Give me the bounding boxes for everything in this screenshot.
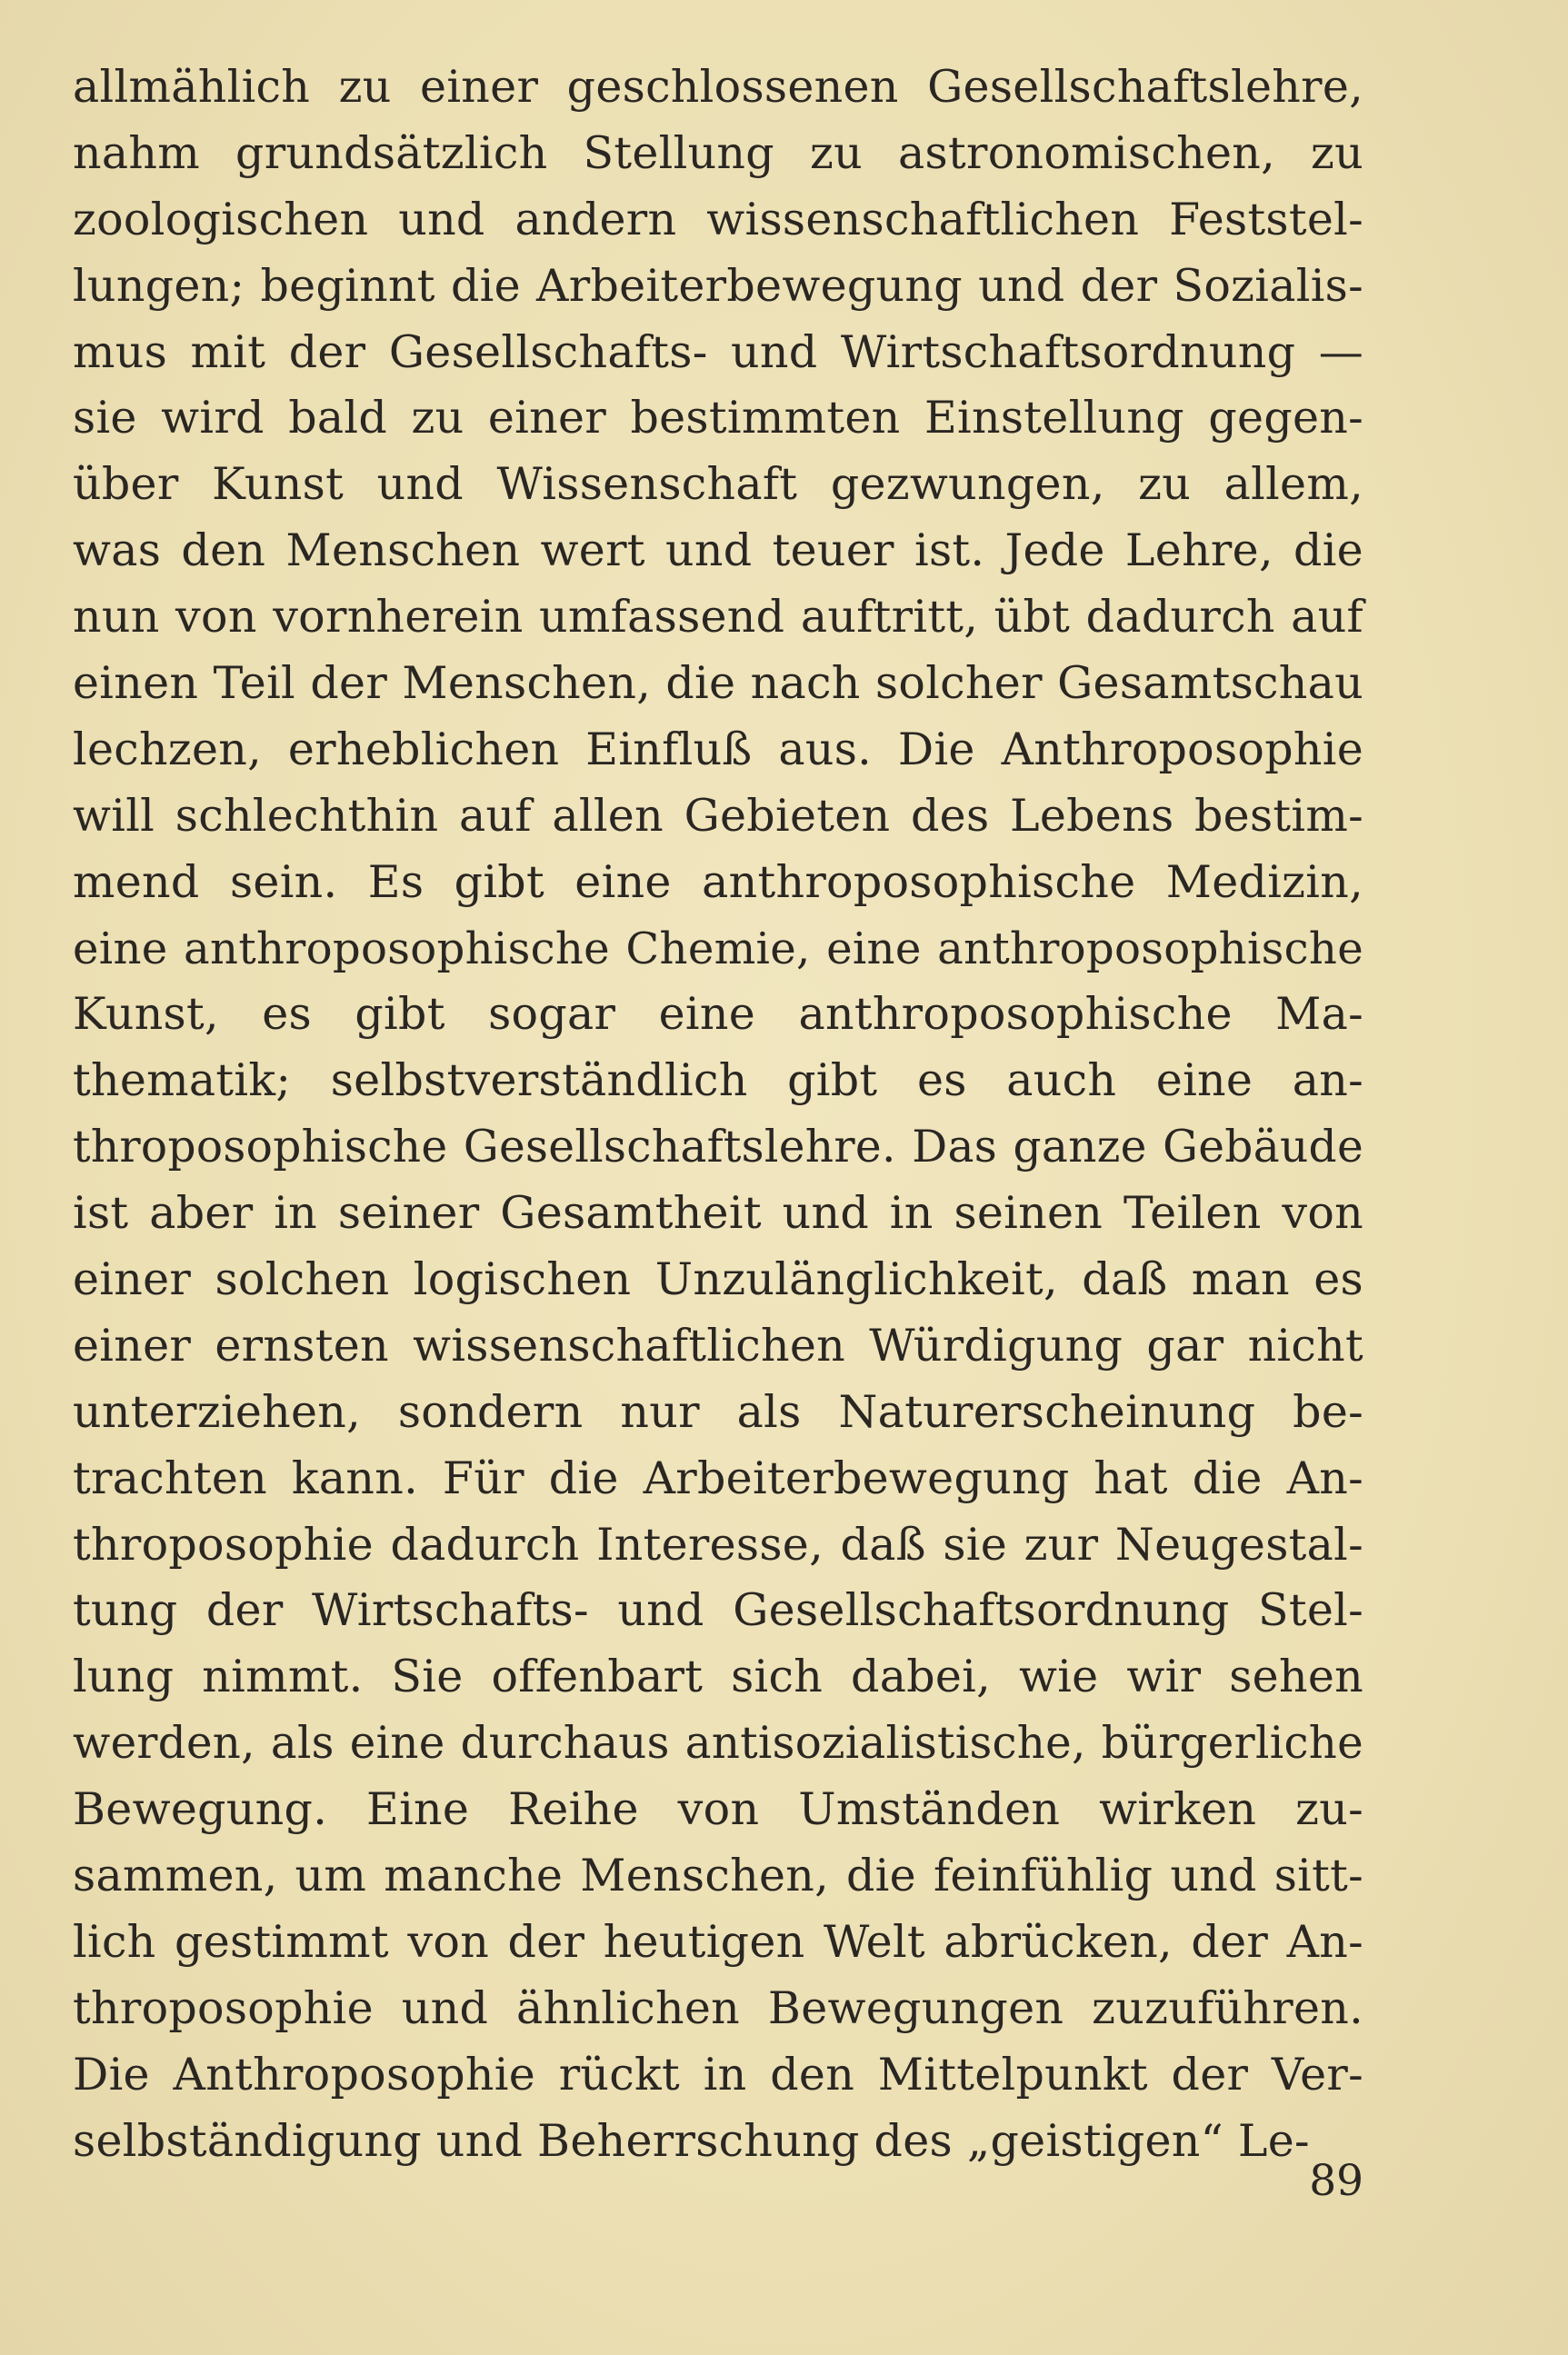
text-line: trachten kann. Für die Arbeiterbewegung hat die An- <box>73 1452 1363 1504</box>
text-line: Die Anthroposophie rückt in den Mittelpunkt der Ver- <box>73 2048 1363 2101</box>
page-number: 89 <box>1309 2156 1363 2206</box>
text-line: will schlechthin auf allen Gebieten des Lebens bestim- <box>73 789 1363 842</box>
text-line: einen Teil der Menschen, die nach solcher Gesamtschau <box>73 657 1363 710</box>
text-line: throposophische Gesellschaftslehre. Das ganze Gebäude <box>73 1122 1363 1173</box>
text-line: lich gestimmt von der heutigen Welt abrücken, der An- <box>73 1915 1363 1968</box>
text-line: unterziehen, sondern nur als Naturerscheinung be- <box>73 1385 1363 1438</box>
text-line: throposophie und ähnlichen Bewegungen zuzuführen. <box>73 1981 1363 2034</box>
text-line: was den Menschen wert und teuer ist. Jede Lehre, die <box>73 524 1363 577</box>
text-line: eine anthroposophische Chemie, eine anthroposophische <box>73 923 1363 974</box>
text-line: tung der Wirtschafts- und Gesellschaftsordnung Stel- <box>73 1584 1363 1637</box>
text-line: lung nimmt. Sie offenbart sich dabei, wie wir sehen <box>73 1651 1363 1703</box>
text-line: nahm grundsätzlich Stellung zu astronomischen, zu <box>73 126 1363 179</box>
text-line: lungen; beginnt die Arbeiterbewegung und der Sozialis- <box>73 259 1363 312</box>
text-line: nun von vornherein umfassend auftritt, übt dadurch auf <box>73 591 1363 644</box>
text-line: einer solchen logischen Unzulänglichkeit, daß man es <box>73 1253 1363 1306</box>
text-line: selbständigung und Beherrschung des „geistigen“ Le- <box>73 2114 1310 2167</box>
text-line: sie wird bald zu einer bestimmten Einstellung gegen- <box>73 392 1363 444</box>
text-line: allmählich zu einer geschlossenen Gesellschaftslehre, <box>73 61 1363 113</box>
text-line: Bewegung. Eine Reihe von Umständen wirken zu- <box>73 1783 1363 1836</box>
text-line: lechzen, erheblichen Einfluß aus. Die Anthroposophie <box>73 723 1363 775</box>
text-line: zoologischen und andern wissenschaftlichen Feststel- <box>73 193 1363 245</box>
text-line: ist aber in seiner Gesamtheit und in seinen Teilen von <box>73 1187 1363 1240</box>
text-line: mend sein. Es gibt eine anthroposophische Medizin, <box>73 855 1363 908</box>
text-line: throposophie dadurch Interesse, daß sie zur Neugestal- <box>73 1518 1363 1571</box>
text-line: über Kunst und Wissenschaft gezwungen, zu allem, <box>73 458 1363 511</box>
text-line: sammen, um manche Menschen, die feinfühlig und sitt- <box>73 1850 1363 1902</box>
body-text <box>73 55 1363 2175</box>
text-line: thematik; selbstverständlich gibt es auch eine an- <box>73 1054 1363 1107</box>
text-line: werden, als eine durchaus antisozialistische, bürgerliche <box>73 1718 1363 1770</box>
text-line: mus mit der Gesellschafts- und Wirtschaftsordnung — <box>73 325 1363 378</box>
text-line: einer ernsten wissenschaftlichen Würdigung gar nicht <box>73 1319 1363 1372</box>
text-line: Kunst, es gibt sogar eine anthroposophische Ma- <box>73 988 1363 1041</box>
